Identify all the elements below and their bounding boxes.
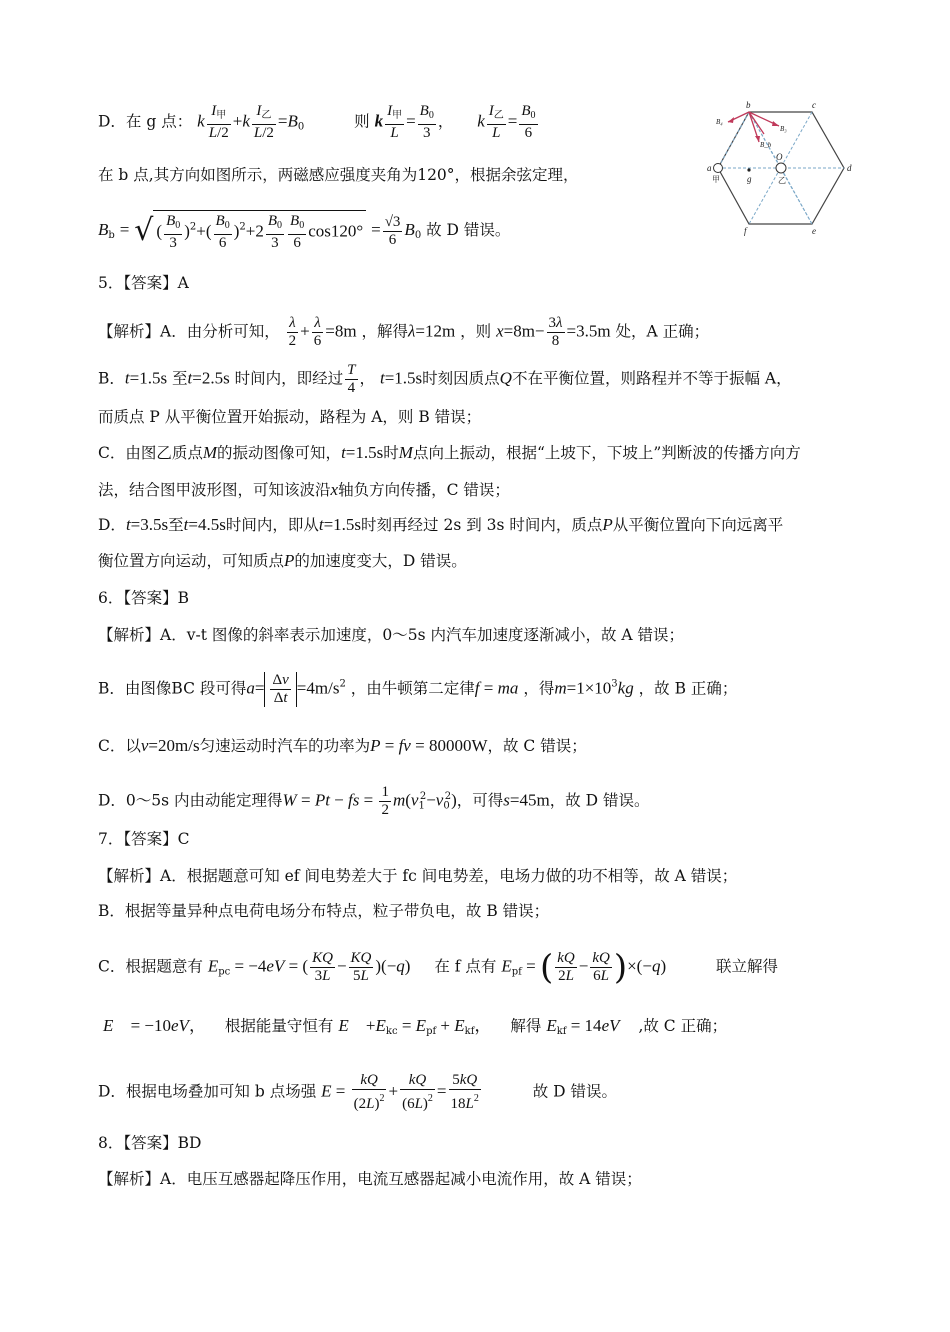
q5-title: 5．【答案】A: [98, 274, 189, 292]
q5-a: 【解析】A．由分析可知， $\frac{\lambda}{2}$ + $\frac{\lambda}{6}$ =8m ，解得λ=12m ，则 x=8m− $\frac{3\lambda}{8}$ =3.5m 处，A 正确；: [98, 315, 710, 349]
text: ，故 B 正确；: [638, 679, 738, 698]
text: ，由牛顿第二定律: [350, 679, 475, 698]
text: 处，A 正确；: [615, 322, 710, 341]
q5-c1: C．由图乙质点M的振动图像可知，t=1.5s时M点向上振动，根据“上坡下，下坡上”判断波的传播方向方: [98, 443, 801, 462]
text: ，解得: [361, 322, 408, 341]
text: 故 D 错误。: [532, 1082, 618, 1101]
text: B．由图像BC 段可得: [98, 679, 247, 698]
q7-c2: E = −10eV， 根据能量守恒有 $E +E_{kc} = E_{pf} + E_{kf}$， 解得 $E_{kf} = 14eV$ ,故 C 正确；: [103, 1016, 728, 1037]
q6-title: 6．【答案】B: [98, 589, 190, 607]
q7-c: C．根据题意有 $E_{pc} = -4eV$ = ( $\frac{KQ}{3L}$ − $\frac{KQ}{5L}$ )(−q) 在 f 点有 $E_{pf}$ = ( $\frac{kQ}{2L}$ − $\frac{kQ}{6L}$ )×(−q) 联立解得: [98, 947, 778, 988]
label-e: e: [812, 226, 816, 236]
arrow-heads: [728, 117, 779, 142]
text: 点向上振动，根据“上坡下，下坡上”判断波的传播方向方: [412, 444, 801, 462]
q5-d2: 衡位置方向运动，可知质点P的加速度变大，D 错误。: [98, 551, 467, 570]
conductor-yi: [776, 163, 786, 173]
label-d: d: [847, 163, 852, 173]
q5-b2: 而质点 P 从平衡位置开始振动，路程为 A，则 B 错误；: [98, 408, 482, 426]
text: 则: [354, 112, 370, 131]
text: 联立解得: [715, 957, 778, 976]
text: 时: [383, 444, 399, 462]
label-b3: B₃: [780, 125, 787, 133]
text: 时刻再经过 2s 到 3s 时间内，质点: [361, 516, 603, 534]
line-cosine-law: $B_b$ = √ ( $\frac{B_0}{3}$ )$^2$+( $\frac{B_0}{6}$ )$^2$+2 $\frac{B_0}{3}$ $\frac{B_0}{6}$ cos120° = $\frac{√3}{6}$ $B_0$ 故 D 错误。: [98, 210, 510, 252]
text: 法，结合图甲波形图，可知该波沿: [98, 481, 331, 499]
text: 在 f 点有: [434, 957, 497, 976]
line-b-point: 在 b 点,其方向如图所示，两磁感应强度夹角为120°，根据余弦定理，: [98, 166, 579, 184]
label-c: c: [812, 100, 816, 110]
q7-title: 7．【答案】C: [98, 830, 190, 848]
text: 匀速运动时汽车的功率为: [199, 737, 371, 755]
q8-a: 【解析】A．电压互感器起降压作用，电流互感器起减小电流作用，故 A 错误；: [98, 1170, 642, 1188]
label-a: a: [707, 163, 712, 173]
label-bb: B_b: [760, 141, 772, 149]
text: 时间内，即从: [225, 516, 319, 534]
point-g: [747, 168, 750, 171]
text: 【解析】A．由分析可知，: [98, 322, 280, 341]
conductor-jia: [714, 164, 723, 173]
q8-title: 8．【答案】BD: [98, 1134, 202, 1152]
text: ，则: [460, 322, 492, 341]
q7-a: 【解析】A．根据题意可知 ef 间电势差大于 fc 间电势差，电场力做的功不相等，故 A 错误；: [98, 867, 738, 885]
q6-d: D．0～5s 内由动能定理得W = Pt − fs = $\frac{1}{2}$ $m(v_1^2-v_0^2)$，可得s=45m，故 D 错误。: [98, 784, 650, 818]
label-jia: 甲: [712, 175, 720, 184]
text: 故 D 错误。: [426, 221, 511, 239]
q7-d: D．根据电场叠加可知 b 点场强 E = $\frac{kQ}{(2L)^2}$ + $\frac{kQ}{(6L)^2}$ = $\frac{5kQ}{18L^2}$ 故 D 错误。: [98, 1072, 618, 1112]
hexagon-figure: [704, 98, 854, 238]
text: C．根据题意有: [98, 957, 203, 976]
text: 从平衡位置向下向远离平: [612, 516, 784, 534]
hexagon-diagram: [704, 98, 854, 238]
label-g: g: [747, 174, 752, 184]
text: ，得: [523, 679, 555, 698]
text: 根据能量守恒有: [224, 1017, 334, 1035]
line-d-g-point: D．在 g 点： k $\frac{I_甲}{L/2}$ +k $\frac{I_乙}{L/2}$ $=B_0$ 则 k $\frac{I_甲}{L}$ = $\frac{B_0}{3}$ ， k $\frac{I_乙}{L}$ = $\frac{B_0}{6}$: [98, 103, 536, 141]
text: ，故 D 错误。: [549, 791, 650, 810]
q6-b: B．由图像BC 段可得a= $\frac{\Delta v}{\Delta t}$ $=4m/s^2$ ，由牛顿第二定律f = ma ，得$m=1\times 10^3kg$ ，故 B 正确；: [98, 672, 738, 706]
label-b4: B₄: [716, 118, 723, 126]
text: D．根据电场叠加可知 b 点场强: [98, 1082, 317, 1101]
text: 解得: [510, 1017, 542, 1035]
text: 至: [172, 369, 188, 388]
text: 不在平衡位置，则路程并不等于振幅 A，: [511, 369, 792, 388]
text: 的振动图像可知，: [217, 444, 342, 462]
text: ,故 C 正确；: [638, 1017, 728, 1035]
q6-a: 【解析】A．v-t 图像的斜率表示加速度，0～5s 内汽车加速度逐渐减小，故 A 错误；: [98, 626, 684, 644]
label-b: b: [746, 100, 751, 110]
text: 至: [168, 516, 184, 534]
label-o: O: [776, 152, 783, 162]
label-f: f: [744, 226, 747, 236]
text: 衡位置方向运动，可知质点: [98, 552, 285, 570]
q5-c2: 法，结合图甲波形图，可知该波沿x轴负方向传播，C 错误；: [98, 480, 510, 499]
text: ，可得: [456, 791, 504, 810]
text: 时刻因质点: [422, 369, 500, 388]
q7-b: B．根据等量异种点电荷电场分布特点，粒子带负电，故 B 错误；: [98, 902, 550, 920]
text: 轴负方向传播，C 错误；: [338, 481, 510, 499]
text: ，: [359, 369, 376, 388]
text: ，故 C 错误；: [487, 737, 587, 755]
text: D．0～5s 内由动能定理得: [98, 791, 283, 810]
label-yi: 乙: [778, 176, 786, 185]
text: C．由图乙质点: [98, 444, 203, 462]
q6-c: C．以v=20m/s匀速运动时汽车的功率为P = fv = 80000W，故 C 错误；: [98, 736, 587, 755]
text: D．在 g 点：: [98, 112, 193, 131]
text: D．: [98, 516, 126, 534]
field-arrows: [728, 112, 779, 142]
q5-b: B．t=1.5s 至t=2.5s 时间内，即经过 $\frac{T}{4}$ ， t=1.5s时刻因质点Q不在平衡位置，则路程并不等于振幅 A，: [98, 362, 792, 396]
text: C．以: [98, 737, 141, 755]
text: 时间内，即经过: [234, 369, 344, 388]
q5-d1: D．t=3.5s至t=4.5s时间内，即从t=1.5s时刻再经过 2s 到 3s 时间内，质点P从平衡位置向下向远离平: [98, 515, 784, 534]
text: 的加速度变大，D 错误。: [294, 552, 467, 570]
text: B．: [98, 369, 125, 388]
